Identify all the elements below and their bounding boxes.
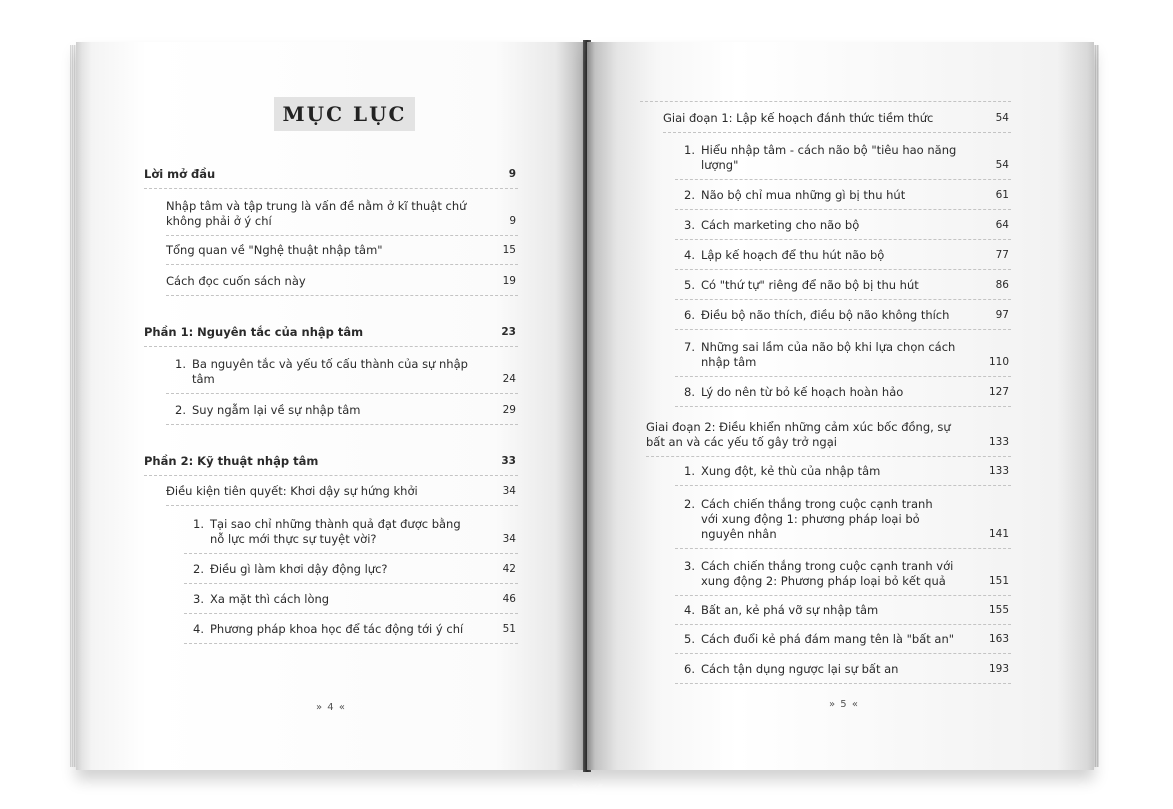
toc-entry-text: Lời mở đầu (144, 167, 216, 181)
toc-entry-text: 6. Điều bộ não thích, điều bộ não không thích (684, 308, 950, 322)
toc-entry[interactable] (166, 265, 518, 296)
toc-entry[interactable] (675, 240, 1011, 270)
toc-entry[interactable] (166, 394, 518, 425)
toc-entry[interactable] (166, 236, 518, 265)
toc-entry-text: Tổng quan về "Nghệ thuật nhập tâm" (166, 243, 383, 257)
toc-entry-text: 7. Những sai lầm của não bộ khi lựa chọn cách nhập tâm (684, 340, 956, 369)
toc-entry-page: 46 (502, 593, 516, 605)
toc-entry[interactable] (675, 133, 1011, 180)
toc-entry-text: Nhập tâm và tập trung là vấn đề nằm ở kĩ thuật chứ không phải ở ý chí (166, 199, 467, 228)
toc-entry[interactable] (675, 300, 1011, 330)
toc-section-title: Phần 1: Nguyên tắc của nhập tâm (144, 325, 364, 339)
toc-entry-page: 97 (995, 309, 1009, 321)
toc-entry-text: Giai đoạn 1: Lập kế hoạch đánh thức tiềm thức (663, 111, 934, 125)
toc-section[interactable] (144, 296, 518, 347)
toc-entry-text: 8. Lý do nên từ bỏ kế hoạch hoàn hảo (684, 385, 904, 399)
toc-entry-text: 4. Phương pháp khoa học để tác động tới ý chí (193, 622, 464, 636)
toc-entry-page: 29 (502, 404, 516, 416)
toc-entry-page: 127 (988, 386, 1009, 398)
toc-entry-text: 6. Cách tận dụng ngược lại sự bất an (684, 662, 899, 676)
toc-entry-page: 54 (995, 112, 1009, 124)
toc-entry[interactable] (166, 476, 518, 506)
toc-entry-page: 77 (995, 249, 1009, 261)
toc-entry-text: Điều kiện tiên quyết: Khơi dậy sự hứng khởi (166, 484, 418, 498)
toc-entry[interactable] (675, 486, 1011, 549)
toc-entry-page: 133 (988, 465, 1009, 477)
toc-stage[interactable] (646, 407, 1011, 457)
toc-entry-page: 19 (502, 275, 516, 287)
toc-entry-page: 15 (502, 244, 516, 256)
toc-title: MỤC LỤC (274, 97, 415, 131)
toc-stage[interactable] (663, 102, 1011, 133)
right-page (587, 42, 1094, 770)
toc-entry-page: 133 (988, 436, 1009, 448)
toc-entry[interactable] (184, 584, 518, 614)
toc-entry[interactable] (675, 330, 1011, 377)
toc-entry-text: Giai đoạn 2: Điều khiển những cảm xúc bốc đồng, sự bất an và các yếu tố gây trở ngại (646, 420, 951, 449)
toc-entry-page: 141 (988, 528, 1009, 540)
toc-entry-text: 2. Cách chiến thắng trong cuộc cạnh tranh với xung động 1: phương pháp loại bỏ nguyên nhân (684, 497, 933, 541)
toc-entry-text: 1. Hiểu nhập tâm - cách não bộ "tiêu hao năng lượng" (684, 143, 957, 172)
toc-entry[interactable] (675, 377, 1011, 407)
toc-entry-text: Cách đọc cuốn sách này (166, 274, 306, 288)
toc-entry[interactable] (675, 596, 1011, 625)
toc-entry-text: 1. Ba nguyên tắc và yếu tố cấu thành của sự nhập tâm (175, 357, 468, 386)
toc-entry-text: 4. Lập kế hoạch để thu hút não bộ (684, 248, 885, 262)
toc-entry-page: 163 (988, 633, 1009, 645)
toc-entry-page: 42 (502, 563, 516, 575)
toc-entry-page: 61 (995, 189, 1009, 201)
toc-entry[interactable] (675, 270, 1011, 300)
toc-entry[interactable] (675, 549, 1011, 596)
toc-entry-text: 3. Xa mặt thì cách lòng (193, 592, 330, 606)
toc-entry-page: 193 (988, 663, 1009, 675)
toc-entry-page: 23 (501, 326, 516, 338)
toc-entry-page: 34 (502, 485, 516, 497)
toc-entry[interactable] (184, 554, 518, 584)
toc-entry[interactable] (144, 162, 518, 189)
toc-entry-text: 2. Suy ngẫm lại về sự nhập tâm (175, 403, 361, 417)
toc-entry[interactable] (184, 614, 518, 644)
toc-entry-text: 4. Bất an, kẻ phá vỡ sự nhập tâm (684, 603, 879, 617)
page-number: » 5 « (829, 699, 859, 710)
toc-entry-page: 151 (988, 575, 1009, 587)
toc-entry[interactable] (675, 625, 1011, 654)
toc-entry-page: 54 (995, 159, 1009, 171)
toc-entry-text: 3. Cách chiến thắng trong cuộc cạnh tranh với xung động 2: Phương pháp loại bỏ kết quả (684, 559, 954, 588)
toc-entry[interactable] (675, 457, 1011, 486)
toc-section-title: Phần 2: Kỹ thuật nhập tâm (144, 454, 319, 468)
toc-entry-text: 2. Điều gì làm khơi dậy động lực? (193, 562, 388, 576)
toc-entry-text: 1. Tại sao chỉ những thành quả đạt được bằng nỗ lực mới thực sự tuyệt vời? (193, 517, 461, 546)
toc-entry-text: 5. Cách đuổi kẻ phá đám mang tên là "bất an" (684, 632, 955, 646)
toc-section[interactable] (144, 425, 518, 476)
toc-entry[interactable] (184, 506, 518, 554)
toc-entry-page: 155 (988, 604, 1009, 616)
left-page (76, 42, 588, 770)
toc-entry[interactable] (166, 347, 518, 394)
toc-entry[interactable] (675, 654, 1011, 684)
toc-entry-text: 5. Có "thứ tự" riêng để não bộ bị thu hút (684, 278, 919, 292)
toc-entry-page: 9 (509, 215, 516, 227)
toc-entry[interactable] (675, 180, 1011, 210)
toc-entry-page: 24 (502, 373, 516, 385)
toc-entry-text: 1. Xung đột, kẻ thù của nhập tâm (684, 464, 881, 478)
toc-entry-page: 86 (995, 279, 1009, 291)
toc-entry-page: 34 (502, 533, 516, 545)
toc-entry-page: 110 (988, 356, 1009, 368)
toc-entry-page: 64 (995, 219, 1009, 231)
toc-entry[interactable] (166, 189, 518, 236)
toc-entry-text: 2. Não bộ chỉ mua những gì bị thu hút (684, 188, 906, 202)
toc-entry[interactable] (675, 210, 1011, 240)
page-number: » 4 « (316, 702, 346, 713)
toc-entry-page: 9 (508, 168, 516, 180)
toc-entry-text: 3. Cách marketing cho não bộ (684, 218, 860, 232)
toc-entry-page: 51 (502, 623, 516, 635)
toc-entry-page: 33 (501, 455, 516, 467)
